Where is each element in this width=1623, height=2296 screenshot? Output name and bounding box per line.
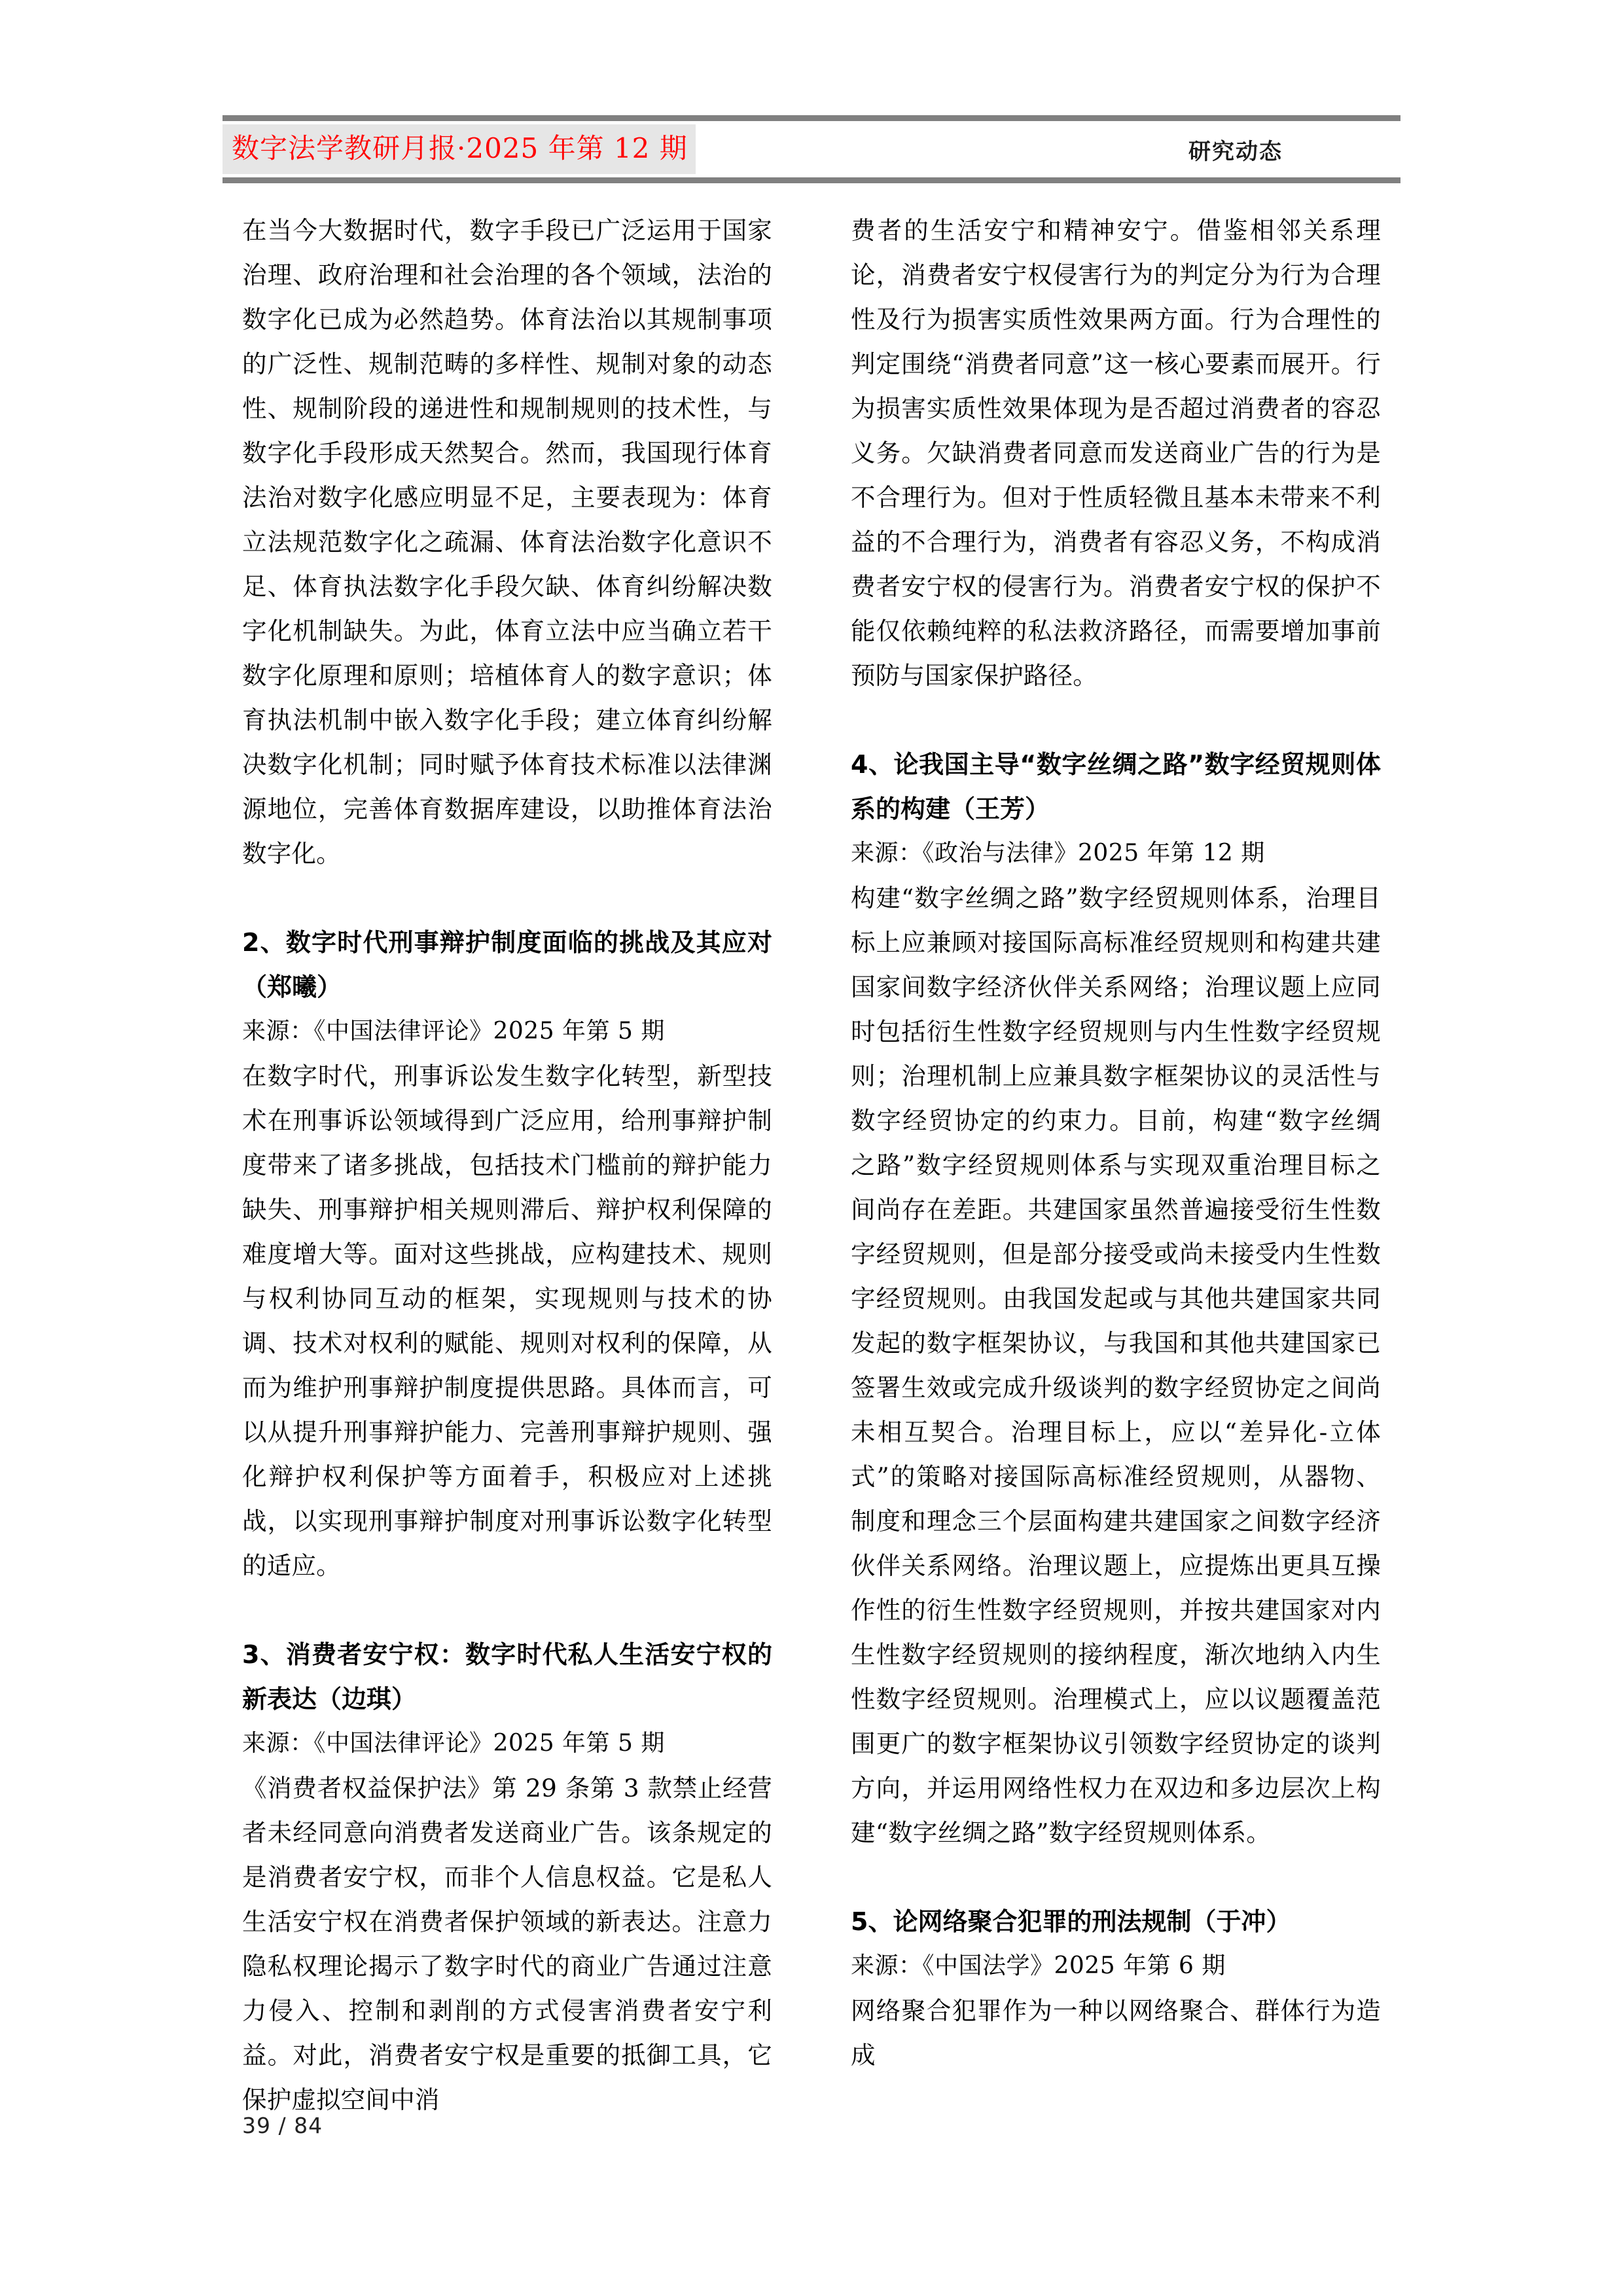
page-header <box>223 115 1400 183</box>
block-spacer <box>242 1588 772 1632</box>
paragraph: 在数字时代，刑事诉讼发生数字化转型，新型技术在刑事诉讼领域得到广泛应用，给刑事辩护制度带来了诸多挑战，包括技术门槛前的辩护能力缺失、刑事辩护相关规则滞后、辩护权利保障的难度增大等。面对这些挑战，应构建技术、规则与权利协同互动的框架，实现规则与技术的协调、技术对权利的赋能、规则对权利的保障，从而为维护刑事辩护制度提供思路。具体而言，可以从提升刑事辩护能力、完善刑事辩护规则、强化辩护权利保护等方面着手，积极应对上述挑战，以实现刑事辩护制度对刑事诉讼数字化转型的适应。 <box>242 1062 772 1580</box>
article-heading-2: 2、数字时代刑事辩护制度面临的挑战及其应对（郑曦） <box>242 928 772 1001</box>
section-label: 研究动态 <box>1188 138 1283 165</box>
paragraph: 构建“数字丝绸之路”数字经贸规则体系，治理目标上应兼顾对接国际高标准经贸规则和构建共建国家间数字经济伙伴关系网络；治理议题上应同时包括衍生性数字经贸规则与内生性数字经贸规则；治理机制上应兼具数字框架协议的灵活性与数字经贸协定的约束力。目前，构建“数字丝绸之路”数字经贸规则体系与实现双重治理目标之间尚存在差距。共建国家虽然普遍接受衍生性数字经贸规则，但是部分接受或尚未接受内生性数字经贸规则。由我国发起或与其他共建国家共同发起的数字框架协议，与我国和其他共建国家已签署生效或完成升级谈判的数字经贸协定之间尚未相互契合。治理目标上，应以“差异化-立体式”的策略对接国际高标准经贸规则，从器物、制度和理念三个层面构建共建国家之间数字经济伙伴关系网络。治理议题上，应提炼出更具互操作性的衍生性数字经贸规则，并按共建国家对内生性数字经贸规则的接纳程度，渐次地纳入内生性数字经贸规则。治理模式上，应以议题覆盖范围更广的数字框架协议引领数字经贸协定的谈判方向，并运用网络性权力在双边和多边层次上构建“数字丝绸之路”数字经贸规则体系。 <box>851 884 1381 1847</box>
page-footer <box>242 2113 1381 2138</box>
article-source-2: 来源：《中国法律评论》2025 年第 5 期 <box>242 1018 665 1045</box>
block-spacer <box>851 1855 1381 1899</box>
article-heading-5: 5、论网络聚合犯罪的刑法规制（于冲） <box>851 1907 1291 1936</box>
block-spacer <box>242 876 772 920</box>
left-column <box>242 208 772 2114</box>
paragraph: 网络聚合犯罪作为一种以网络聚合、群体行为造成 <box>851 1996 1381 2070</box>
right-column <box>851 208 1381 2093</box>
page-number: 39 / 84 <box>242 2113 323 2138</box>
block-spacer <box>851 698 1381 742</box>
paragraph: 《消费者权益保护法》第 29 条第 3 款禁止经营者未经同意向消费者发送商业广告。该条规定的是消费者安宁权，而非个人信息权益。它是私人生活安宁权在消费者保护领域的新表达。注意力隐私权理论揭示了数字时代的商业广告通过注意力侵入、控制和剥削的方式侵害消费者安宁利益。对此，消费者安宁权是重要的抵御工具，它保护虚拟空间中消 <box>242 1774 772 2114</box>
publication-title: 数字法学教研月报·2025 年第 12 期 <box>223 124 696 173</box>
paragraph: 在当今大数据时代，数字手段已广泛运用于国家治理、政府治理和社会治理的各个领域，法治的数字化已成为必然趋势。体育法治以其规制事项的广泛性、规制范畴的多样性、规制对象的动态性、规制阶段的递进性和规制规则的技术性，与数字化手段形成天然契合。然而，我国现行体育法治对数字化感应明显不足，主要表现为：体育立法规范数字化之疏漏、体育法治数字化意识不足、体育执法数字化手段欠缺、体育纠纷解决数字化机制缺失。为此，体育立法中应当确立若干数字化原理和原则；培植体育人的数字意识；体育执法机制中嵌入数字化手段；建立体育纠纷解决数字化机制；同时赋予体育技术标准以法律渊源地位，完善体育数据库建设，以助推体育法治数字化。 <box>242 216 772 868</box>
article-source-3: 来源：《中国法律评论》2025 年第 5 期 <box>242 1730 665 1757</box>
article-heading-3: 3、消费者安宁权：数字时代私人生活安宁权的新表达（边琪） <box>242 1640 772 1713</box>
article-heading-4: 4、论我国主导“数字丝绸之路”数字经贸规则体系的构建（王芳） <box>851 750 1381 823</box>
paragraph: 费者的生活安宁和精神安宁。借鉴相邻关系理论，消费者安宁权侵害行为的判定分为行为合理性及行为损害实质性效果两方面。行为合理性的判定围绕“消费者同意”这一核心要素而展开。行为损害实质性效果体现为是否超过消费者的容忍义务。欠缺消费者同意而发送商业广告的行为是不合理行为。但对于性质轻微且基本未带来不利益的不合理行为，消费者有容忍义务，不构成消费者安宁权的侵害行为。消费者安宁权的保护不能仅依赖纯粹的私法救济路径，而需要增加事前预防与国家保护路径。 <box>851 216 1381 690</box>
header-rule-bottom <box>223 177 1400 183</box>
body-columns <box>242 208 1381 2114</box>
article-source-5: 来源：《中国法学》2025 年第 6 期 <box>851 1952 1226 1979</box>
header-rule-top <box>223 115 1400 121</box>
header-row <box>223 121 1400 177</box>
article-source-4: 来源：《政治与法律》2025 年第 12 期 <box>851 840 1265 867</box>
